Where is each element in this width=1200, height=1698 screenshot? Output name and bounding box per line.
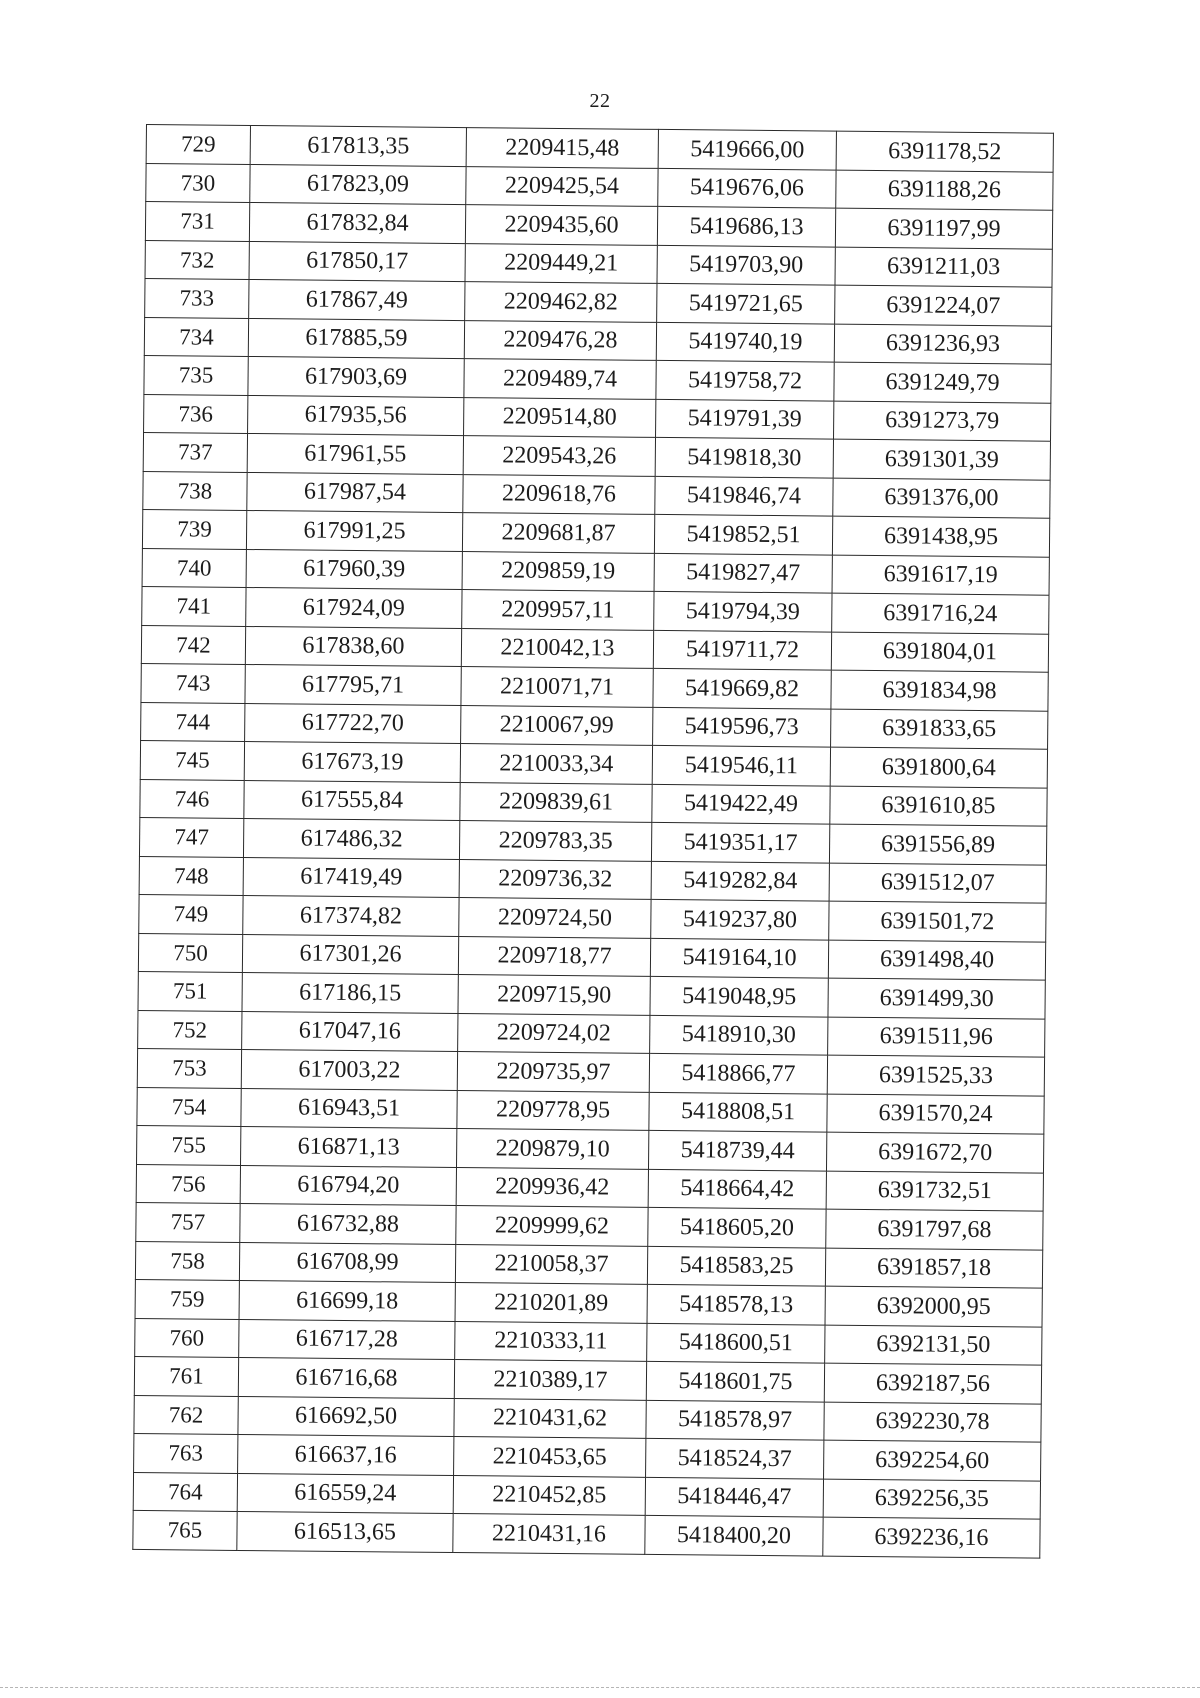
point-number-cell: 755 (137, 1125, 241, 1164)
coord-x1-cell: 616794,20 (240, 1165, 456, 1206)
coord-y2-cell: 6391301,39 (833, 439, 1050, 480)
coord-y1-cell: 2210389,17 (454, 1360, 646, 1400)
coord-x2-cell: 5418808,51 (649, 1092, 827, 1132)
coord-y1-cell: 2210201,89 (455, 1283, 647, 1323)
coord-x1-cell: 617301,26 (242, 934, 458, 975)
coord-y1-cell: 2210033,34 (460, 744, 652, 784)
coord-x1-cell: 617186,15 (242, 972, 458, 1013)
coord-y2-cell: 6391188,26 (836, 170, 1053, 211)
coord-y1-cell: 2209514,80 (464, 397, 656, 437)
coord-x1-cell: 617673,19 (244, 741, 460, 782)
coord-x1-cell: 617935,56 (248, 395, 464, 436)
coord-y2-cell: 6391672,70 (826, 1132, 1043, 1173)
point-number-cell: 736 (144, 394, 248, 433)
point-number-cell: 735 (144, 355, 248, 394)
coord-y1-cell: 2209718,77 (458, 936, 650, 976)
point-number-cell: 746 (140, 779, 244, 818)
coord-x2-cell: 5418605,20 (648, 1207, 826, 1247)
point-number-cell: 751 (138, 971, 242, 1010)
point-number-cell: 730 (146, 163, 250, 202)
point-number-cell: 740 (142, 548, 246, 587)
coord-y1-cell: 2209681,87 (462, 513, 654, 553)
point-number-cell: 743 (141, 663, 245, 702)
coord-x2-cell: 5418910,30 (650, 1015, 828, 1055)
coord-y1-cell: 2209724,50 (459, 898, 651, 938)
point-number-cell: 738 (143, 471, 247, 510)
page-number: 22 (589, 90, 611, 112)
point-number-cell: 754 (137, 1087, 241, 1126)
coord-y1-cell: 2210431,16 (453, 1514, 645, 1554)
point-number-cell: 761 (134, 1356, 238, 1395)
coordinates-table (132, 124, 1054, 1558)
coord-y1-cell: 2210453,65 (454, 1437, 646, 1477)
coord-x2-cell: 5419422,49 (652, 784, 830, 824)
coord-x2-cell: 5419852,51 (654, 514, 832, 554)
coord-x2-cell: 5419048,95 (650, 976, 828, 1016)
coord-y1-cell: 2210452,85 (453, 1475, 645, 1515)
coord-x1-cell: 616717,28 (239, 1319, 455, 1360)
coord-x2-cell: 5419164,10 (650, 938, 828, 978)
coord-y2-cell: 6391716,24 (832, 593, 1049, 634)
coord-x2-cell: 5419282,84 (651, 861, 829, 901)
coord-y1-cell: 2209735,97 (457, 1052, 649, 1092)
coordinates-table-container (132, 124, 1053, 1558)
coord-y2-cell: 6392000,95 (825, 1286, 1042, 1327)
coord-x2-cell: 5419703,90 (657, 245, 835, 285)
point-number-cell: 737 (143, 432, 247, 471)
coord-y1-cell: 2209999,62 (456, 1206, 648, 1246)
point-number-cell: 764 (133, 1472, 237, 1511)
coord-x1-cell: 617991,25 (246, 510, 462, 551)
coord-y1-cell: 2209435,60 (465, 205, 657, 245)
coord-y2-cell: 6391197,99 (835, 208, 1052, 249)
coord-x1-cell: 617003,22 (241, 1049, 457, 1090)
coord-y1-cell: 2209957,11 (462, 590, 654, 630)
coord-x1-cell: 616943,51 (241, 1088, 457, 1129)
coord-x1-cell: 617832,84 (249, 202, 465, 243)
coord-x1-cell: 616708,99 (239, 1242, 455, 1283)
coord-y1-cell: 2209476,28 (464, 320, 656, 360)
point-number-cell: 747 (139, 817, 243, 856)
coord-y2-cell: 6391178,52 (836, 131, 1053, 172)
coord-x2-cell: 5419669,82 (653, 668, 831, 708)
point-number-cell: 748 (139, 856, 243, 895)
coord-x1-cell: 617987,54 (247, 472, 463, 513)
point-number-cell: 733 (145, 278, 249, 317)
point-number-cell: 742 (141, 625, 245, 664)
coord-y2-cell: 6391834,98 (831, 670, 1048, 711)
coord-y2-cell: 6391833,65 (831, 709, 1048, 750)
coord-x1-cell: 617047,16 (242, 1011, 458, 1052)
coord-y1-cell: 2210431,62 (454, 1398, 646, 1438)
point-number-cell: 749 (139, 894, 243, 933)
coord-y1-cell: 2209859,19 (462, 551, 654, 591)
coord-y2-cell: 6392236,16 (823, 1517, 1040, 1558)
coord-x2-cell: 5419686,13 (657, 206, 835, 246)
coord-x2-cell: 5419721,65 (657, 283, 835, 323)
table-body (133, 125, 1054, 1558)
coord-x2-cell: 5419237,80 (651, 899, 829, 939)
point-number-cell: 763 (134, 1433, 238, 1472)
point-number-cell: 734 (144, 317, 248, 356)
table-row (133, 1510, 1040, 1557)
coord-y2-cell: 6391501,72 (829, 901, 1046, 942)
point-number-cell: 750 (138, 933, 242, 972)
point-number-cell: 744 (141, 702, 245, 741)
coord-x2-cell: 5418583,25 (647, 1246, 825, 1286)
coord-x1-cell: 617903,69 (248, 356, 464, 397)
coord-x2-cell: 5419676,06 (658, 168, 836, 208)
coord-x1-cell: 617486,32 (243, 818, 459, 859)
coord-x1-cell: 617885,59 (248, 318, 464, 359)
point-number-cell: 731 (145, 202, 249, 241)
coord-x2-cell: 5419794,39 (654, 591, 832, 631)
coord-x1-cell: 617419,49 (243, 857, 459, 898)
coord-x2-cell: 5418601,75 (646, 1361, 824, 1401)
point-number-cell: 752 (138, 1010, 242, 1049)
coord-y2-cell: 6392187,56 (824, 1363, 1041, 1404)
coord-y1-cell: 2209879,10 (457, 1129, 649, 1169)
coord-y1-cell: 2209449,21 (465, 243, 657, 283)
coord-y2-cell: 6391511,96 (828, 1017, 1045, 1058)
coord-x1-cell: 616871,13 (241, 1126, 457, 1167)
coord-y1-cell: 2209425,54 (466, 166, 658, 206)
coord-y2-cell: 6392131,50 (825, 1325, 1042, 1366)
coord-y2-cell: 6391273,79 (834, 401, 1051, 442)
coord-y1-cell: 2210067,99 (461, 705, 653, 745)
coord-x1-cell: 616732,88 (240, 1203, 456, 1244)
page-bottom-edge (0, 1687, 1200, 1688)
coord-x2-cell: 5419827,47 (654, 553, 832, 593)
coord-x1-cell: 617555,84 (244, 780, 460, 821)
coord-y2-cell: 6392254,60 (824, 1440, 1041, 1481)
coord-x2-cell: 5418600,51 (647, 1323, 825, 1363)
point-number-cell: 729 (146, 125, 250, 164)
coord-x1-cell: 616637,16 (238, 1434, 454, 1475)
coord-x1-cell: 617838,60 (245, 626, 461, 667)
coord-y2-cell: 6391800,64 (830, 747, 1047, 788)
coord-x2-cell: 5418578,97 (646, 1400, 824, 1440)
point-number-cell: 760 (135, 1318, 239, 1357)
coord-x1-cell: 617795,71 (245, 664, 461, 705)
coord-y2-cell: 6391797,68 (826, 1209, 1043, 1250)
coord-y2-cell: 6391438,95 (832, 516, 1049, 557)
coord-x1-cell: 617850,17 (249, 241, 465, 282)
coord-y1-cell: 2209462,82 (465, 282, 657, 322)
coord-x2-cell: 5419351,17 (651, 822, 829, 862)
coord-y2-cell: 6391804,01 (831, 632, 1048, 673)
coord-x1-cell: 617374,82 (243, 895, 459, 936)
point-number-cell: 741 (142, 586, 246, 625)
coord-y1-cell: 2209724,02 (458, 1013, 650, 1053)
coord-y2-cell: 6391211,03 (835, 247, 1052, 288)
coord-y2-cell: 6392230,78 (824, 1402, 1041, 1443)
coord-y2-cell: 6392256,35 (823, 1479, 1040, 1520)
coord-y2-cell: 6391236,93 (834, 324, 1051, 365)
coord-x2-cell: 5418446,47 (645, 1477, 823, 1517)
coord-y1-cell: 2209489,74 (464, 359, 656, 399)
coord-y2-cell: 6391610,85 (830, 786, 1047, 827)
coord-x1-cell: 617813,35 (250, 126, 466, 167)
coord-x2-cell: 5418664,42 (648, 1169, 826, 1209)
coord-y1-cell: 2209618,76 (463, 474, 655, 514)
coord-y2-cell: 6391556,89 (829, 824, 1046, 865)
coord-x2-cell: 5419846,74 (655, 476, 833, 516)
coord-y1-cell: 2209936,42 (456, 1167, 648, 1207)
coord-y1-cell: 2209543,26 (463, 436, 655, 476)
coord-x1-cell: 617960,39 (246, 549, 462, 590)
coord-x2-cell: 5419546,11 (652, 745, 830, 785)
coord-y1-cell: 2209715,90 (458, 975, 650, 1015)
coord-y2-cell: 6391732,51 (826, 1171, 1043, 1212)
coord-x2-cell: 5418578,13 (647, 1284, 825, 1324)
coord-y2-cell: 6391857,18 (825, 1248, 1042, 1289)
coord-x1-cell: 616692,50 (238, 1396, 454, 1437)
coord-x2-cell: 5418400,20 (645, 1515, 823, 1555)
point-number-cell: 757 (136, 1202, 240, 1241)
coord-x1-cell: 617961,55 (247, 433, 463, 474)
coord-x2-cell: 5419596,73 (653, 707, 831, 747)
point-number-cell: 753 (137, 1048, 241, 1087)
coord-x2-cell: 5418866,77 (649, 1053, 827, 1093)
coord-y2-cell: 6391249,79 (834, 362, 1051, 403)
coord-x2-cell: 5418739,44 (648, 1130, 826, 1170)
coord-y2-cell: 6391525,33 (827, 1055, 1044, 1096)
coord-x1-cell: 616716,68 (238, 1357, 454, 1398)
coord-y2-cell: 6391570,24 (827, 1094, 1044, 1135)
coord-y1-cell: 2209736,32 (459, 859, 651, 899)
coord-x2-cell: 5419758,72 (656, 360, 834, 400)
coord-x2-cell: 5419791,39 (656, 399, 834, 439)
coord-x1-cell: 617823,09 (250, 164, 466, 205)
coord-x2-cell: 5418524,37 (646, 1438, 824, 1478)
coord-y2-cell: 6391376,00 (833, 478, 1050, 519)
point-number-cell: 739 (142, 509, 246, 548)
coord-x2-cell: 5419711,72 (653, 630, 831, 670)
coord-x2-cell: 5419818,30 (655, 437, 833, 477)
coord-x1-cell: 616559,24 (237, 1473, 453, 1514)
point-number-cell: 762 (134, 1395, 238, 1434)
coord-y2-cell: 6391617,19 (832, 555, 1049, 596)
coord-y2-cell: 6391498,40 (828, 940, 1045, 981)
coord-y2-cell: 6391499,30 (828, 978, 1045, 1019)
coord-x1-cell: 617924,09 (246, 587, 462, 628)
point-number-cell: 765 (133, 1510, 237, 1549)
coord-x1-cell: 617722,70 (245, 703, 461, 744)
coord-y1-cell: 2209415,48 (466, 128, 658, 168)
coord-y1-cell: 2210042,13 (461, 628, 653, 668)
point-number-cell: 745 (140, 740, 244, 779)
coord-x1-cell: 617867,49 (249, 279, 465, 320)
coord-y1-cell: 2209839,61 (460, 782, 652, 822)
point-number-cell: 758 (135, 1241, 239, 1280)
coord-y1-cell: 2210071,71 (461, 667, 653, 707)
point-number-cell: 732 (145, 240, 249, 279)
coord-y1-cell: 2210333,11 (455, 1321, 647, 1361)
coord-y1-cell: 2210058,37 (455, 1244, 647, 1284)
coord-y2-cell: 6391224,07 (835, 285, 1052, 326)
coord-x2-cell: 5419666,00 (658, 129, 836, 169)
coord-x2-cell: 5419740,19 (656, 322, 834, 362)
coord-y2-cell: 6391512,07 (829, 863, 1046, 904)
point-number-cell: 759 (135, 1279, 239, 1318)
coord-y1-cell: 2209783,35 (459, 821, 651, 861)
point-number-cell: 756 (136, 1164, 240, 1203)
coord-x1-cell: 616699,18 (239, 1280, 455, 1321)
coord-y1-cell: 2209778,95 (457, 1090, 649, 1130)
coord-x1-cell: 616513,65 (237, 1511, 453, 1552)
